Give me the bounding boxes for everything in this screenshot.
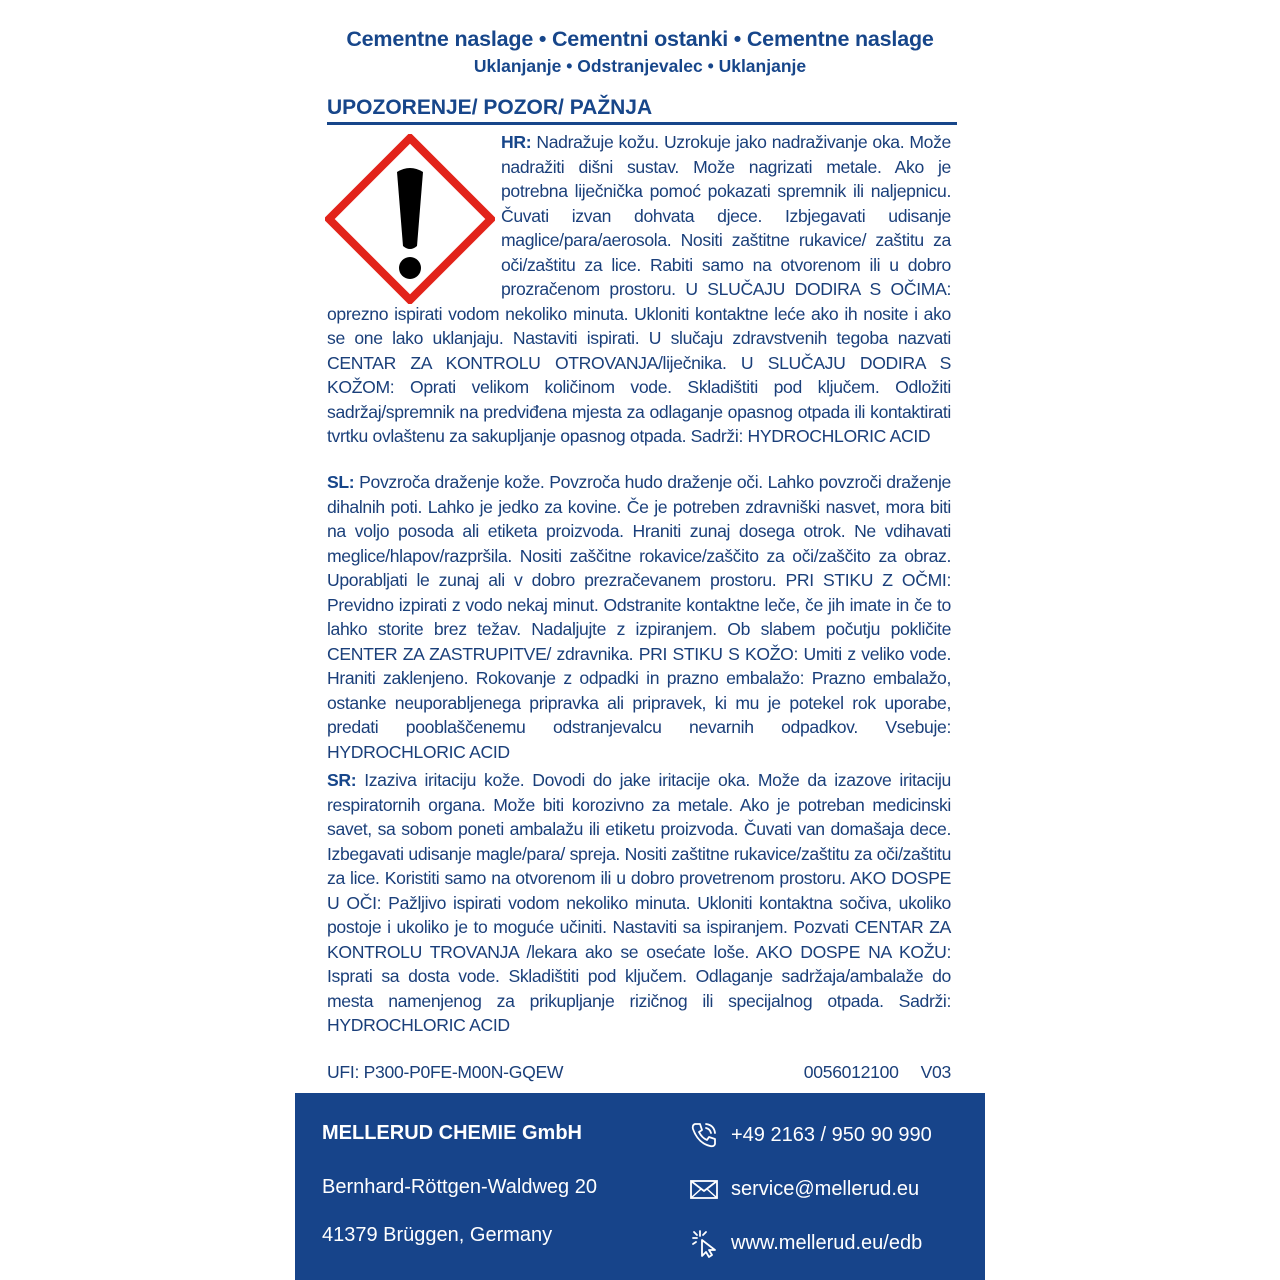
hazard-text-sr <box>327 768 951 1038</box>
product-name: Cementne naslage • Cementni ostanki • Cementne naslage <box>346 27 934 51</box>
company-name: MELLERUD CHEMIE GmbH <box>322 1122 582 1144</box>
language-code-hr: HR: <box>501 132 532 152</box>
product-subtitle: Uklanjanje • Odstranjevalec • Uklanjanje <box>473 56 807 76</box>
hazard-statement-sl: Povzroča draženje kože. Povzroča hudo draženje oči. Lahko povzroči draženje dihalnih poti. Lahko je jedko za kovine. Če je potreben zdravniški nasvet, mora biti na voljo posoda ali etiketa proizvoda. Hraniti zunaj dosega otrok. Ne vdihavati meglice/hlapov/razpršila. Nositi zaščitne rokavice/zaščito za oči/zaščito za obraz. Uporabljati le zunaj ali v dobro prezračevanem prostoru. PRI STIKU Z OČMI: Previdno izpirati z vodo nekaj minut. Odstranite kontaktne leče, če jih imate in če to lahko storite brez težav. Nadaljujte z izpiranjem. Ob slabem počutju pokličite CENTER ZA ZASTRUPITVE/ zdravnika. PRI STIKU S KOŽO: Umiti z veliko vode. Hraniti zaklenjeno. Rokovanje z odpadki in prazno embalažo: Prazno embalažo, ostanke neuporabljenega pripravka ali pripravek, ki mu je potekel rok uporabe, predati pooblaščenemu odstranjevalcu nevarnih odpadkov. Vsebuje: HYDROCHLORIC ACID <box>327 472 951 762</box>
version-code: V03 <box>920 1062 951 1082</box>
language-code-sl: SL: <box>327 472 355 492</box>
email-address: service@mellerud.eu <box>731 1177 920 1200</box>
product-label <box>295 0 985 1280</box>
phone-number: +49 2163 / 950 90 990 <box>731 1123 932 1146</box>
ufi-code: UFI: P300-P0FE-M00N-GQEW <box>327 1062 564 1082</box>
hazard-text-sl <box>327 470 951 764</box>
street-address: Bernhard-Röttgen-Waldweg 20 <box>322 1176 597 1198</box>
footer-contact <box>295 1093 985 1280</box>
language-code-sr: SR: <box>327 770 357 790</box>
mail-icon <box>689 1174 719 1204</box>
hazard-statement-sr: Izaziva iritaciju kože. Dovodi do jake iritacije oka. Može da izazove iritaciju respiratornih organa. Može biti korozivno za metale. Ako je potreban medicinski savet, sa sobom poneti ambalažu ili etiketu proizvoda. Čuvati van domašaja dece. Izbegavati udisanje magle/para/ spreja. Nositi zaštitne rukavice/zaštitu za oči/zaštitu za lice. Koristiti samo na otvorenom ili u dobro provetrenom prostoru. AKO DOSPE U OČI: Pažljivo ispirati vodom nekoliko minuta. Ukloniti kontaktna sočiva, ukoliko postoje i ukoliko je to moguće učiniti. Nastaviti sa ispiranjem. Pozvati CENTAR ZA KONTROLU TROVANJA /lekara ako se osećate loše. AKO DOSPE NA KOŽU: Isprati sa dosta vode. Skladištiti pod ključem. Odlaganje sadržaja/ambalaže do mesta namenjenog za prikupljanje rizičnog ili specijalnog otpada. Sadrži: HYDROCHLORIC ACID <box>327 770 951 1035</box>
article-number: 0056012100 <box>803 1062 899 1082</box>
divider <box>327 122 957 125</box>
signal-word: UPOZORENJE/ POZOR/ PAŽNJA <box>327 96 653 119</box>
email-contact[interactable] <box>689 1174 919 1204</box>
code-row <box>327 1062 951 1083</box>
website-url: www.mellerud.eu/edb <box>731 1231 923 1254</box>
website-link[interactable] <box>689 1228 922 1258</box>
click-cursor-icon <box>689 1228 719 1258</box>
city-address: 41379 Brüggen, Germany <box>322 1224 553 1246</box>
ghs-exclamation-mark-icon <box>325 134 495 304</box>
hazard-statement-hr: Nadražuje kožu. Uzrokuje jako nadraživanje oka. Može nadražiti dišni sustav. Može nagrizati metale. Ako je potrebna liječnička pomoć pokazati spremnik ili naljepnicu. Čuvati izvan dohvata djece. Izbjegavati udisanje maglice/para/aerosola. Nositi zaštitne rukavice/ zaštitu za oči/zaštitu za lice. Rabiti samo na otvorenom ili u dobro prozračenom prostoru. U SLUČAJU DODIRA S OČIMA: oprezno ispirati vodom nekoliko minuta. Ukloniti kontaktne leće ako ih nosite i ako se one lako uklanjaju. Nastaviti ispirati. U slučaju zdravstvenih tegoba nazvati CENTAR ZA KONTROLU OTROVANJA/liječnika. U SLUČAJU DODIRA S KOŽOM: Oprati velikom količinom vode. Skladištiti pod ključem. Odložiti sadržaj/spremnik na predviđena mjesta za odlaganje opasnog otpada ili kontaktirati tvrtku ovlaštenu za sakupljanje opasnog otpada. Sadrži: HYDROCHLORIC ACID <box>327 132 951 446</box>
phone-contact[interactable] <box>689 1120 932 1150</box>
phone-icon <box>689 1120 719 1150</box>
